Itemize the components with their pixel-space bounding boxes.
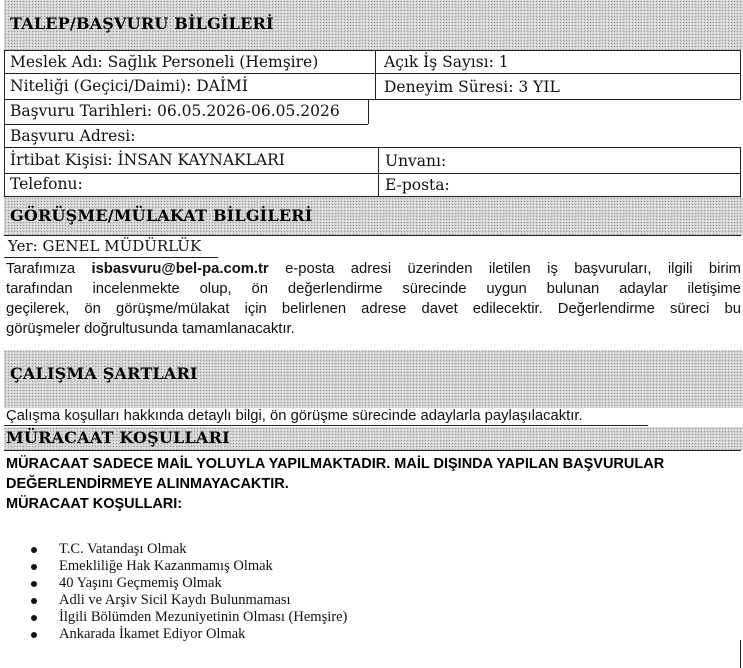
muracaat-notice-line-2: DEĞERLENDİRMEYE ALINMAYACAKTIR. <box>6 476 289 492</box>
basvuru-adresi: Başvuru Adresi: <box>10 127 136 145</box>
basvuru-tarihleri: Başvuru Tarihleri: 06.05.2026-06.05.2026 <box>10 102 340 120</box>
meslek-adi: Meslek Adı: Sağlık Personeli (Hemşire) <box>10 53 319 71</box>
gorusme-paragraph: Tarafımıza isbasvuru@bel-pa.com.tr e-posta adresi üzerinden iletilen iş başvuruları, ilgili birim tarafından incelenmekte olup, ön değerlendirme sürecinde uygun bulunan adaylar iletişime geçilerek, ön görüşme/mülakat için belirlenen adrese davet edilecektir. Değerlendirme süreci bu görüşmeler doğrultusunda tamamlanacaktır. <box>6 261 741 337</box>
gorusme-yeri: Yer: GENEL MÜDÜRLÜK <box>8 237 202 255</box>
muracaat-notice-line-1: MÜRACAAT SADECE MAİL YOLUYLA YAPILMAKTADIR. MAİL DIŞINDA YAPILAN BAŞVURULAR <box>6 456 665 472</box>
section-heading-calisma: ÇALIŞMA ŞARTLARI <box>10 364 198 383</box>
muracaat-sub-heading: MÜRACAAT KOŞULLARI: <box>6 496 183 512</box>
bullet-icon <box>31 581 37 587</box>
unvani: Unvanı: <box>385 152 447 170</box>
niteligi: Niteliği (Geçici/Daimi): DAİMİ <box>10 77 248 95</box>
section-heading-gorusme: GÖRÜŞME/MÜLAKAT BİLGİLERİ <box>10 206 313 225</box>
bullet-icon <box>31 615 37 621</box>
acik-is-sayisi: Açık İş Sayısı: 1 <box>384 53 509 71</box>
irtibat-kisisi: İrtibat Kişisi: İNSAN KAYNAKLARI <box>10 151 285 169</box>
bullet-icon <box>31 632 37 638</box>
contact-email[interactable]: isbasvuru@bel-pa.com.tr <box>91 261 269 277</box>
section-heading-muracaat: MÜRACAAT KOŞULLARI <box>6 428 230 447</box>
telefonu: Telefonu: <box>10 175 83 193</box>
bullet-icon <box>31 598 37 604</box>
bullet-icon <box>31 547 37 553</box>
e-posta: E-posta: <box>385 176 450 194</box>
section-heading-talep: TALEP/BAŞVURU BİLGİLERİ <box>10 14 274 33</box>
deneyim-suresi: Deneyim Süresi: 3 YIL <box>384 78 560 96</box>
calisma-text: Çalışma koşulları hakkında detaylı bilgi, ön görüşme sürecinde adaylarla paylaşılacaktır. <box>6 408 583 424</box>
bullet-icon <box>31 564 37 570</box>
